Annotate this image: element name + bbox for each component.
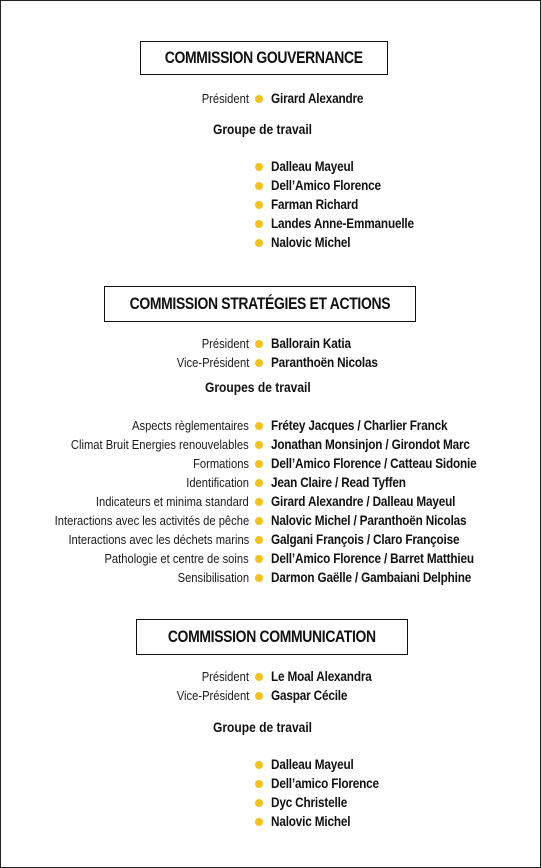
group-title: Groupe de travail [213,719,313,735]
group-title: Groupes de travail [205,379,311,395]
member-name: Dalleau Mayeul [271,756,354,772]
bullet-icon [255,799,263,807]
member-name: Dalleau Mayeul [271,158,354,174]
member-name: Nalovic Michel [271,813,351,829]
member-row [0,195,541,214]
section-title-strategies: COMMISSION STRATÉGIES ET ACTIONS [104,286,416,322]
group-label: Aspects règlementaires [132,418,249,433]
role-label: Président [201,669,249,684]
role-row [0,686,541,705]
group-members: Jonathan Monsinjon / Girondot Marc [271,436,470,452]
role-row [0,334,541,353]
member-row [0,233,541,252]
bullet-icon [255,673,263,681]
group-row [0,473,541,492]
member-row [0,157,541,176]
bullet-icon [255,239,263,247]
member-name: Dell’Amico Florence [271,177,381,193]
group-members: Nalovic Michel / Paranthoën Nicolas [271,512,467,528]
group-row [0,511,541,530]
member-row [0,214,541,233]
group-label: Identification [186,475,249,490]
group-label: Interactions avec les activités de pêche [54,513,249,528]
group-label: Indicateurs et minima standard [96,494,249,509]
group-row [0,416,541,435]
member-row [0,812,541,831]
bullet-icon [255,818,263,826]
role-name: Girard Alexandre [271,90,364,106]
group-members: Dell’Amico Florence / Barret Matthieu [271,550,474,566]
group-row [0,549,541,568]
group-row [0,454,541,473]
bullet-icon [255,498,263,506]
bullet-icon [255,780,263,788]
bullet-icon [255,536,263,544]
group-row [0,435,541,454]
bullet-icon [255,220,263,228]
group-label: Interactions avec les déchets marins [68,532,249,547]
member-row [0,755,541,774]
role-name: Ballorain Katia [271,335,351,351]
group-row [0,492,541,511]
role-row [0,667,541,686]
bullet-icon [255,163,263,171]
member-row [0,793,541,812]
section-title-communication: COMMISSION COMMUNICATION [136,619,408,655]
section-title-gouvernance: COMMISSION GOUVERNANCE [140,41,388,75]
role-label: Vice-Président [176,688,249,703]
group-members: Dell’Amico Florence / Catteau Sidonie [271,455,477,471]
role-label: Président [201,91,249,106]
bullet-icon [255,692,263,700]
member-name: Dyc Christelle [271,794,348,810]
group-label: Sensibilisation [177,570,249,585]
bullet-icon [255,441,263,449]
member-row [0,176,541,195]
member-name: Nalovic Michel [271,234,351,250]
group-label: Pathologie et centre de soins [104,551,249,566]
group-label: Climat Bruit Energies renouvelables [71,437,249,452]
bullet-icon [255,201,263,209]
role-name: Le Moal Alexandra [271,668,372,684]
bullet-icon [255,555,263,563]
bullet-icon [255,340,263,348]
role-label: Vice-Président [176,355,249,370]
bullet-icon [255,182,263,190]
role-label: Président [201,336,249,351]
role-row [0,353,541,372]
group-members: Jean Claire / Read Tyffen [271,474,406,490]
bullet-icon [255,479,263,487]
bullet-icon [255,517,263,525]
bullet-icon [255,574,263,582]
bullet-icon [255,761,263,769]
member-name: Landes Anne-Emmanuelle [271,215,414,231]
group-members: Darmon Gaëlle / Gambaiani Delphine [271,569,472,585]
group-members: Frétey Jacques / Charlier Franck [271,417,448,433]
member-row [0,774,541,793]
bullet-icon [255,460,263,468]
role-name: Gaspar Cécile [271,687,348,703]
group-label: Formations [193,456,249,471]
member-name: Dell’amico Florence [271,775,379,791]
role-name: Paranthoën Nicolas [271,354,378,370]
bullet-icon [255,422,263,430]
bullet-icon [255,95,263,103]
group-row [0,568,541,587]
member-name: Farman Richard [271,196,359,212]
group-row [0,530,541,549]
role-row [0,89,541,108]
group-members: Galgani François / Claro Françoise [271,531,460,547]
group-members: Girard Alexandre / Dalleau Mayeul [271,493,456,509]
group-title: Groupe de travail [213,121,313,137]
bullet-icon [255,359,263,367]
